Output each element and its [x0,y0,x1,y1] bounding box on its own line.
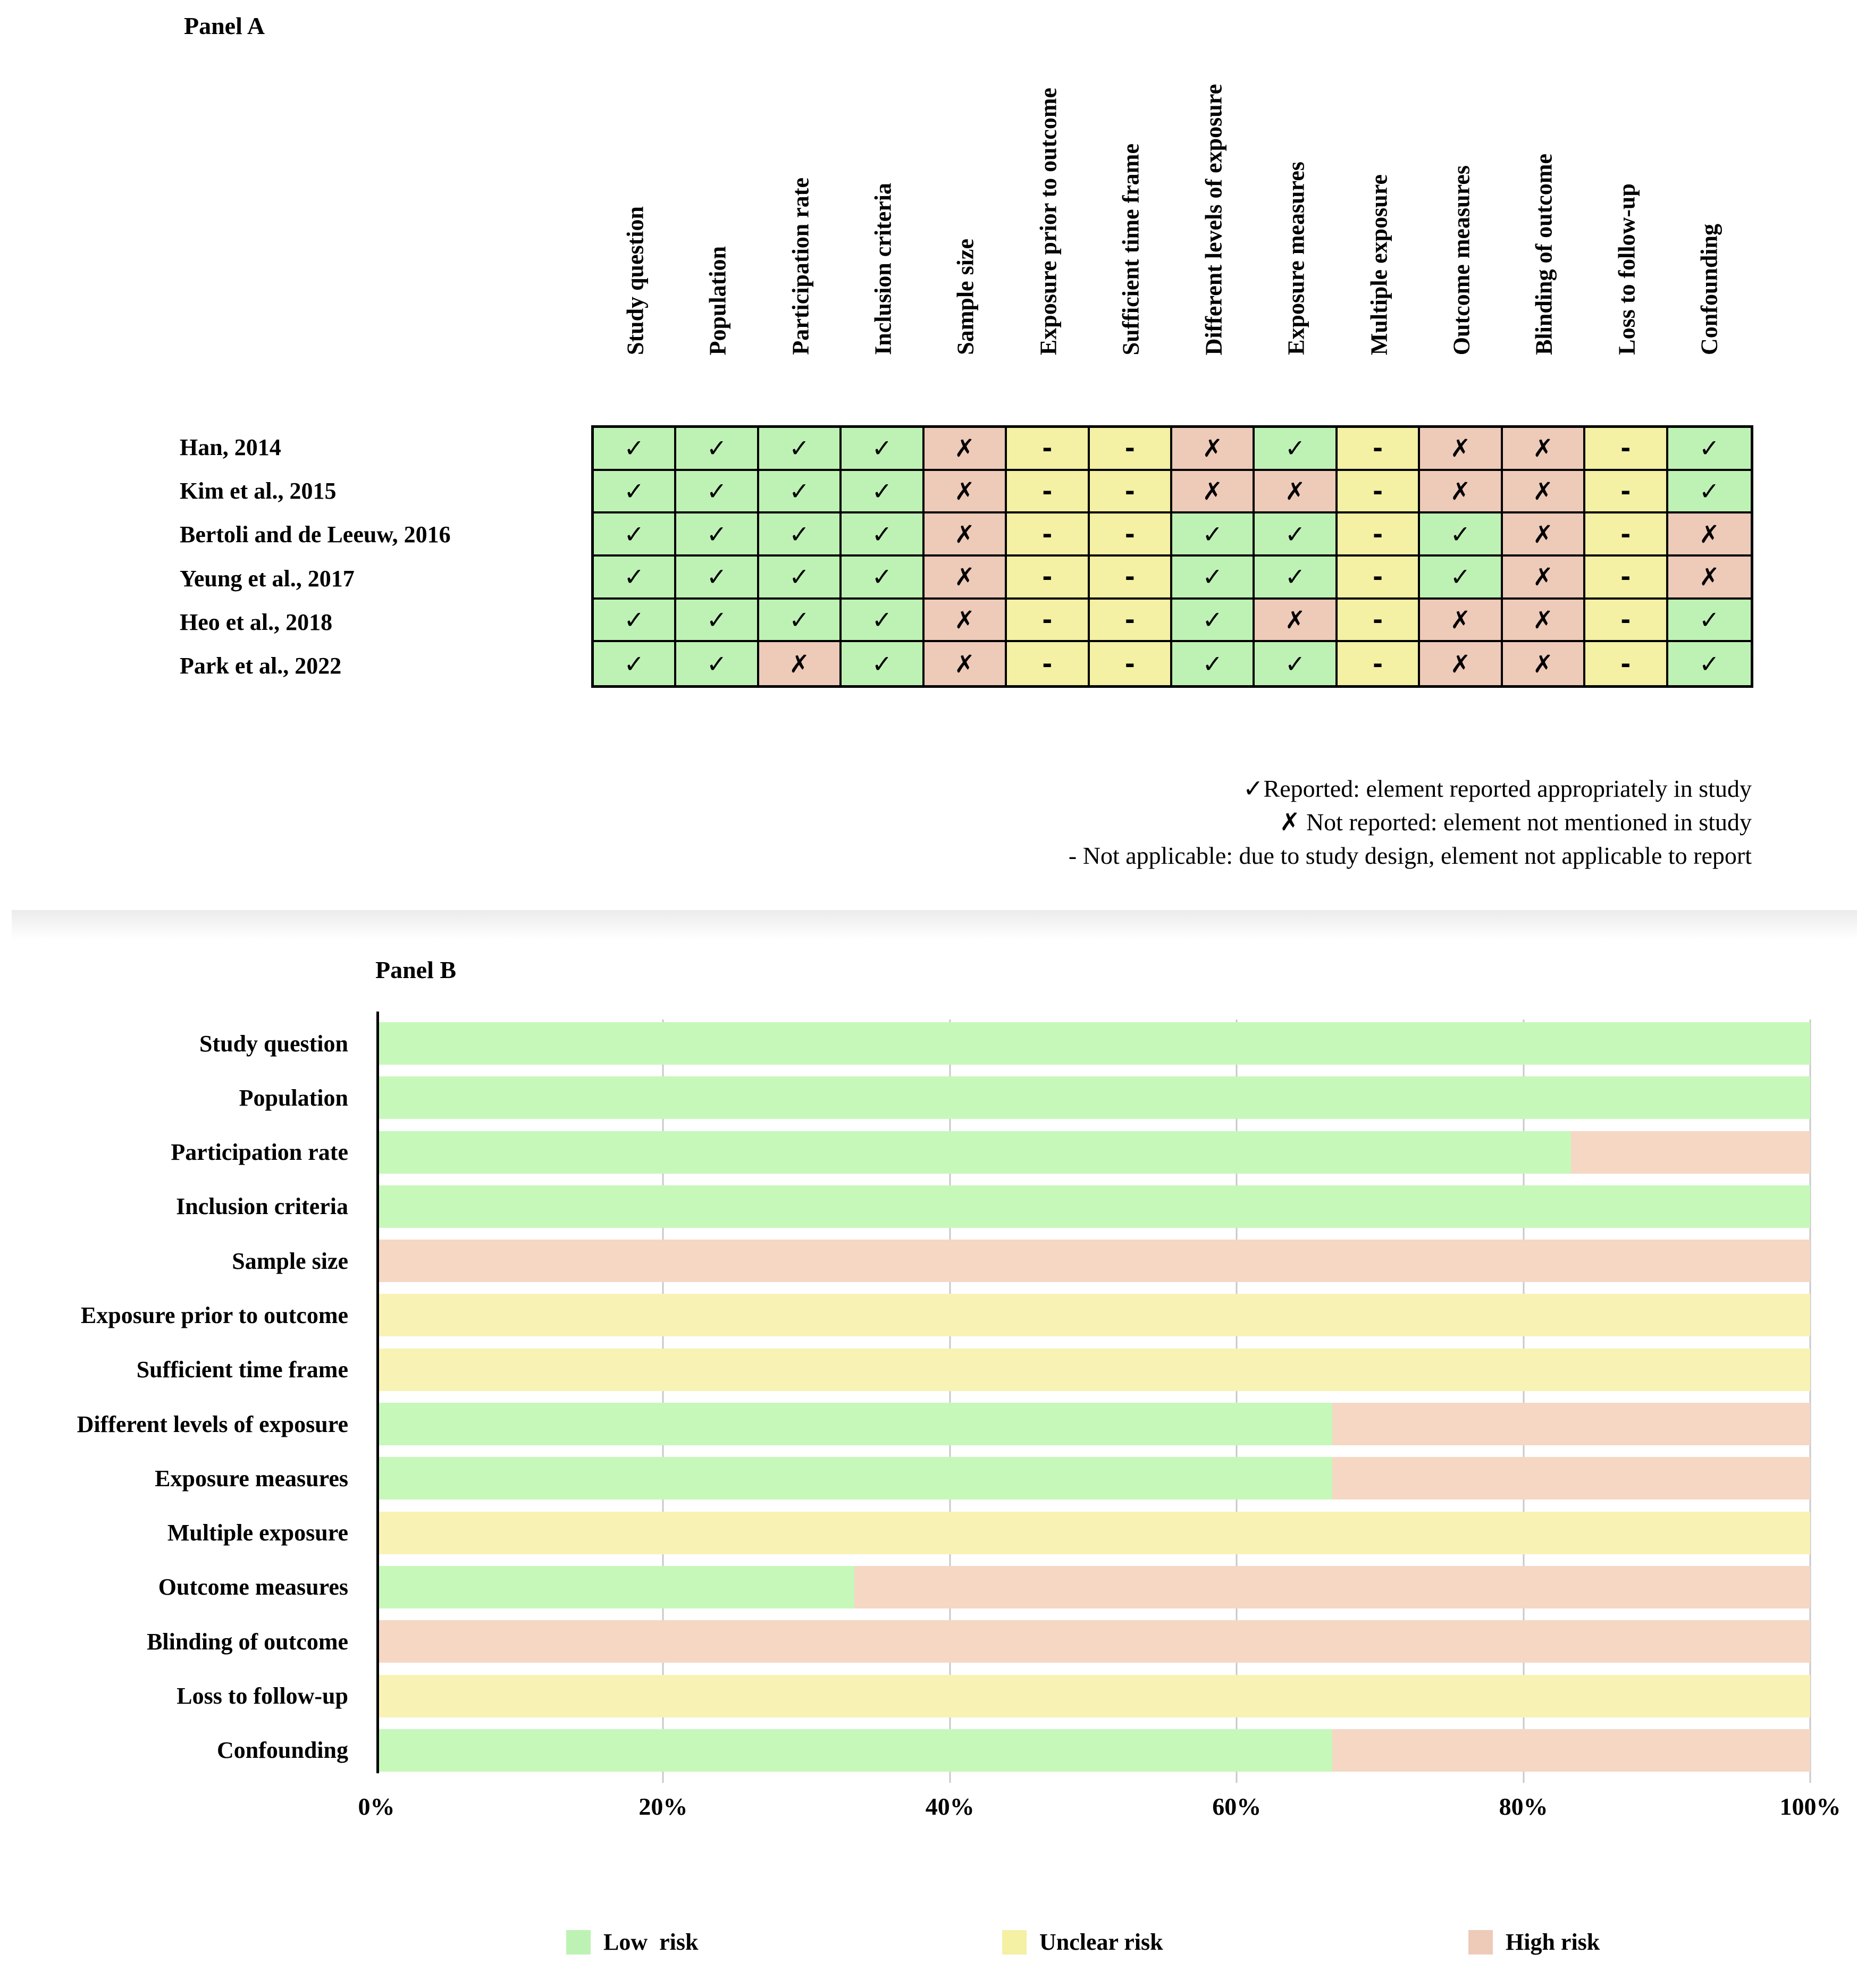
rating-cell-check: ✓ [676,557,759,600]
rating-cell-na: - [1585,642,1668,685]
criterion-header [594,16,676,355]
rating-cell-check: ✓ [676,513,759,557]
rating-cell-check: ✓ [759,513,842,557]
legend-label: High risk [1506,1929,1600,1955]
category-label: Sample size [232,1248,348,1274]
legend-swatch [566,1930,591,1955]
legend-label: Unclear risk [1039,1929,1163,1955]
study-label: Yeung et al., 2017 [180,565,355,592]
rating-cell-na: - [1338,642,1420,685]
legend-a-line: - Not applicable: due to study design, element not applicable to report [1068,842,1752,869]
bar-row [0,1675,1810,1717]
rating-cell-check: ✓ [1255,428,1337,471]
bar-segment-low-risk [376,1131,1571,1174]
rating-cell-na: - [1585,513,1668,557]
legend-swatch [1468,1930,1493,1955]
criterion-header [1338,16,1420,355]
bar-segment-low-risk [376,1566,854,1608]
rating-cell-cross: ✗ [925,471,1007,514]
category-label: Sufficient time frame [136,1357,348,1383]
category-label: Confounding [216,1737,348,1764]
study-label: Heo et al., 2018 [180,609,333,635]
criterion-header-label: Population [704,246,731,355]
category-label: Different levels of exposure [77,1411,348,1437]
rating-cell-cross: ✗ [1503,428,1585,471]
panel-a-symbol-legend [1069,772,1752,872]
study-label: Park et al., 2022 [180,653,342,679]
stacked-bar [376,1076,1810,1119]
stacked-bar [376,1022,1810,1065]
rating-cell-cross: ✗ [1668,513,1751,557]
study-labels [180,425,589,688]
bar-segment-low-risk [376,1457,1332,1500]
rating-cell-cross: ✗ [925,600,1007,643]
rating-cell-na: - [1090,557,1172,600]
bar-segment-high-risk [1332,1729,1810,1772]
rating-cell-check: ✓ [1172,513,1255,557]
bar-segment-low-risk [376,1729,1332,1772]
criterion-header-label: Outcome measures [1448,165,1475,355]
stacked-bar [376,1131,1810,1174]
criterion-header [676,16,759,355]
bar-row [0,1512,1810,1554]
rating-cell-check: ✓ [594,557,676,600]
rating-cell-na: - [1007,428,1089,471]
rating-cell-na: - [1007,642,1089,685]
rating-cell-na: - [1585,600,1668,643]
criterion-header [1007,16,1089,355]
legend-label: Low risk [603,1929,699,1955]
x-tick-label: 80% [1499,1793,1548,1820]
rating-cell-check: ✓ [1668,428,1751,471]
rating-cell-na: - [1338,600,1420,643]
criterion-header [925,16,1007,355]
stacked-bar [376,1566,1810,1608]
rating-cell-check: ✓ [1420,557,1502,600]
rating-cell-na: - [1585,428,1668,471]
bar-row [0,1620,1810,1663]
rating-cell-check: ✓ [676,600,759,643]
rating-cell-check: ✓ [1668,642,1751,685]
bar-segment-unclear-risk [376,1512,1810,1554]
criterion-header-label: Sample size [952,239,979,355]
rating-cell-cross: ✗ [1172,428,1255,471]
rating-matrix [591,425,1753,688]
criterion-header [1585,16,1668,355]
stacked-bar [376,1403,1810,1445]
rating-cell-cross: ✗ [925,642,1007,685]
rating-cell-cross: ✗ [925,428,1007,471]
legend-item [1468,1928,1600,1956]
criterion-header [1420,16,1502,355]
category-label: Study question [199,1030,348,1057]
category-label: Participation rate [171,1139,348,1166]
rating-cell-check: ✓ [1420,513,1502,557]
rating-cell-check: ✓ [842,642,924,685]
category-label: Exposure measures [155,1465,348,1492]
y-axis-line [376,1012,379,1773]
bar-segment-high-risk [854,1566,1810,1608]
category-label: Loss to follow-up [177,1683,348,1709]
rating-cell-cross: ✗ [925,513,1007,557]
rating-cell-check: ✓ [1172,557,1255,600]
criterion-header-label: Different levels of exposure [1200,83,1227,355]
rating-cell-check: ✓ [842,600,924,643]
bar-segment-high-risk [1332,1403,1810,1445]
rating-cell-check: ✓ [759,557,842,600]
study-label: Han, 2014 [180,434,281,460]
rating-cell-check: ✓ [676,642,759,685]
category-label: Blinding of outcome [147,1628,348,1655]
rating-cell-cross: ✗ [925,557,1007,600]
bar-row [0,1403,1810,1445]
bar-row [0,1131,1810,1174]
rating-cell-cross: ✗ [1420,642,1502,685]
legend-a-line: ✓Reported: element reported appropriately in study [1243,775,1752,802]
rating-cell-na: - [1585,557,1668,600]
rating-cell-check: ✓ [842,428,924,471]
legend-swatch [1002,1930,1027,1955]
category-label: Inclusion criteria [176,1193,348,1220]
rating-cell-check: ✓ [676,471,759,514]
bar-segment-unclear-risk [376,1294,1810,1336]
criterion-header-label: Inclusion criteria [870,183,896,355]
rating-cell-check: ✓ [1172,642,1255,685]
criterion-header-label: Participation rate [787,178,814,355]
x-tick-label: 40% [925,1793,974,1820]
criterion-header-label: Exposure measures [1283,162,1309,355]
rating-cell-cross: ✗ [1420,471,1502,514]
rating-cell-check: ✓ [759,428,842,471]
rating-cell-cross: ✗ [1255,600,1337,643]
stacked-bar [376,1512,1810,1554]
x-tick-label: 60% [1212,1793,1262,1820]
bar-segment-high-risk [1571,1131,1810,1174]
legend-a-line: ✗ Not reported: element not mentioned in study [1279,808,1752,836]
rating-cell-check: ✓ [594,642,676,685]
rating-cell-na: - [1007,471,1089,514]
rating-cell-na: - [1090,513,1172,557]
criterion-header-label: Exposure prior to outcome [1035,87,1062,355]
rating-cell-na: - [1090,428,1172,471]
rating-cell-cross: ✗ [1420,600,1502,643]
stacked-bar [376,1675,1810,1717]
stacked-bar [376,1349,1810,1391]
legend-item [566,1928,698,1956]
bar-row [0,1349,1810,1391]
x-axis-tick-labels [0,1792,1857,1824]
criterion-header-label: Loss to follow-up [1614,183,1640,355]
criterion-header-label: Confounding [1696,223,1722,355]
bar-segment-high-risk [376,1240,1810,1282]
criterion-header [1090,16,1172,355]
bar-segment-unclear-risk [376,1675,1810,1717]
rating-cell-na: - [1338,513,1420,557]
criteria-headers [594,16,1751,355]
rating-cell-na: - [1338,557,1420,600]
rating-cell-na: - [1585,471,1668,514]
rating-cell-cross: ✗ [1503,600,1585,643]
stacked-bar [376,1294,1810,1336]
study-label: Bertoli and de Leeuw, 2016 [180,521,451,548]
rating-cell-check: ✓ [676,428,759,471]
rating-cell-na: - [1338,471,1420,514]
criterion-header [842,16,924,355]
legend-item [1002,1928,1163,1956]
rating-cell-na: - [1007,557,1089,600]
panel-b-title: Panel B [375,956,457,983]
criterion-header [759,16,842,355]
bar-row [0,1294,1810,1336]
rating-cell-cross: ✗ [1420,428,1502,471]
rating-cell-check: ✓ [1255,557,1337,600]
rating-cell-cross: ✗ [1503,513,1585,557]
risk-bar-chart [0,1012,1818,1773]
rating-cell-na: - [1090,600,1172,643]
study-label: Kim et al., 2015 [180,477,337,504]
chart-legend [0,1928,1857,1960]
bar-segment-high-risk [1332,1457,1810,1500]
bar-segment-low-risk [376,1022,1810,1065]
rating-cell-na: - [1007,513,1089,557]
bar-row [0,1457,1810,1500]
category-label: Population [239,1084,348,1111]
rating-cell-na: - [1090,642,1172,685]
criterion-header-label: Multiple exposure [1366,174,1392,355]
stacked-bar [376,1620,1810,1663]
rating-cell-check: ✓ [842,513,924,557]
bar-segment-high-risk [376,1620,1810,1663]
bar-segment-low-risk [376,1185,1810,1228]
rating-cell-cross: ✗ [759,642,842,685]
category-label: Outcome measures [158,1574,348,1600]
x-tick-label: 0% [358,1793,395,1820]
bar-segment-low-risk [376,1403,1332,1445]
criterion-header [1255,16,1337,355]
criterion-header [1668,16,1751,355]
rating-cell-cross: ✗ [1503,557,1585,600]
rating-cell-cross: ✗ [1255,471,1337,514]
rating-cell-cross: ✗ [1172,471,1255,514]
stacked-bar [376,1185,1810,1228]
criterion-header-label: Study question [622,206,649,355]
rating-cell-check: ✓ [594,513,676,557]
rating-cell-cross: ✗ [1503,471,1585,514]
criterion-header [1503,16,1585,355]
category-label: Exposure prior to outcome [80,1302,348,1328]
rating-cell-check: ✓ [759,471,842,514]
rating-cell-check: ✓ [759,600,842,643]
stacked-bar [376,1729,1810,1772]
bar-row [0,1022,1810,1065]
rating-cell-check: ✓ [842,557,924,600]
x-tick-label: 20% [638,1793,688,1820]
bar-row [0,1566,1810,1608]
rating-cell-cross: ✗ [1668,557,1751,600]
rating-cell-check: ✓ [842,471,924,514]
rating-cell-check: ✓ [1255,642,1337,685]
rating-cell-na: - [1338,428,1420,471]
bar-row [0,1185,1810,1228]
bar-segment-low-risk [376,1076,1810,1119]
category-label: Multiple exposure [167,1520,348,1546]
stacked-bar [376,1240,1810,1282]
rating-cell-na: - [1007,600,1089,643]
bar-row [0,1076,1810,1119]
x-tick-label: 100% [1779,1793,1841,1820]
rating-cell-check: ✓ [1668,471,1751,514]
stacked-bar [376,1457,1810,1500]
criterion-header-label: Blinding of outcome [1531,154,1557,355]
rating-cell-check: ✓ [1172,600,1255,643]
rating-cell-check: ✓ [594,600,676,643]
bar-row [0,1240,1810,1282]
criterion-header [1172,16,1255,355]
bar-row [0,1729,1810,1772]
rating-cell-cross: ✗ [1503,642,1585,685]
rating-cell-check: ✓ [1255,513,1337,557]
bar-rows [0,1022,1810,1772]
rating-cell-check: ✓ [594,428,676,471]
rating-cell-na: - [1090,471,1172,514]
panel-divider [12,910,1857,939]
criterion-header-label: Sufficient time frame [1117,143,1144,355]
panel-a-title: Panel A [184,12,265,39]
rating-cell-check: ✓ [594,471,676,514]
bar-segment-unclear-risk [376,1349,1810,1391]
rating-cell-check: ✓ [1668,600,1751,643]
